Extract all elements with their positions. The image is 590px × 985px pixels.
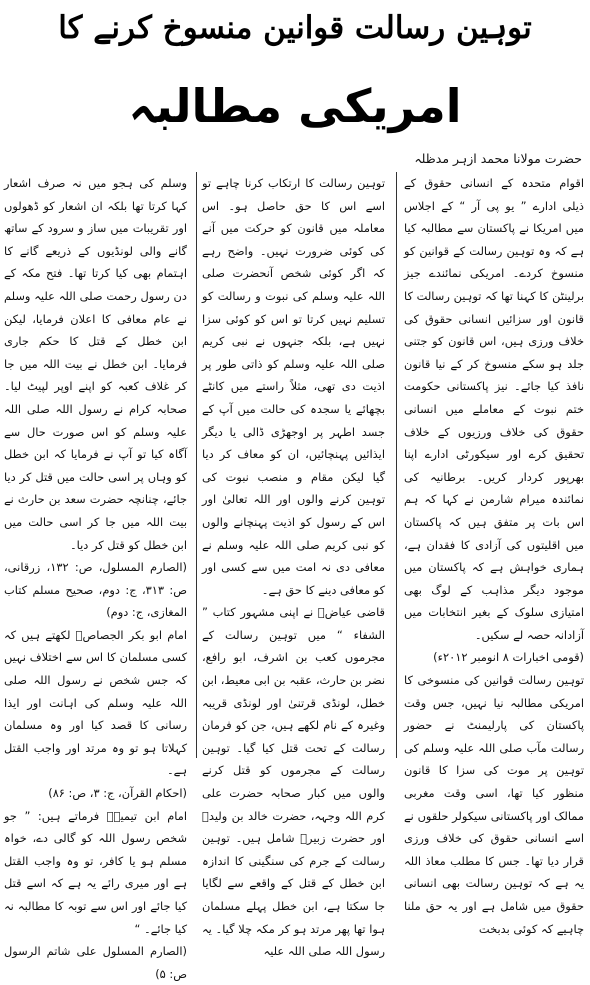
column-middle — [202, 172, 385, 959]
column-left-reference-2: (احکام القرآن، ج: ۳، ص: ۸۶) — [48, 786, 187, 801]
column-middle-paragraph-2: قاضی عیاضؒ نے اپنی مشہور کتاب ” الشفاء “ میں توہین رسالت کے مجرموں کعب بن اشرف، ابو رافع، نضر بن حارث، عقبہ بن ابی معیط، ابن خطل، لونڈی قرتنیٰ اور لونڈی قریبہ وغیرہ کے نام لکھے ہیں، جن کو فرمان رسالت کے تحت قتل کیا گیا۔ توہین رسالت کے مجرموں کو قتل کرنے والوں میں کبار صحابہ حضرت علی کرم اللہ وجہہ، حضرت خالد بن ولیدؓ اور حضرت زبیرؓ شامل ہیں۔ توہین رسالت کے جرم کی سنگینی کا اندازہ ابن خطل کے قتل کے واقعے سے لگایا جا سکتا ہے، ابن خطل پہلے مسلمان ہوا تھا پھر مرتد ہو کر مکہ چلا گیا۔ یہ رسول اللہ صلی اللہ علیہ — [202, 605, 385, 959]
headline-line-2: امریکی مطالبہ — [128, 79, 462, 133]
column-divider-left — [196, 172, 197, 758]
column-left — [4, 172, 187, 981]
article-body — [0, 172, 590, 981]
author-byline: حضرت مولانا محمد ازہر مدظلہ — [414, 151, 582, 166]
column-left-paragraph-1: وسلم کی ہجو میں نہ صرف اشعار کہا کرتا تھا بلکہ ان اشعار کو ڈھولوں اور تقریبات میں ساز و سرود کے ساتھ گانے والی لونڈیوں کے ذریعے گانے کا اہتمام بھی کیا کرتا تھا۔ فتح مکہ کے دن رسول رحمت صلی اللہ علیہ وسلم نے عام معافی کا اعلان فرمایا، لیکن ابن خطل کے قتل کا حکم جاری فرمایا۔ ابن خطل نے بیت اللہ میں جا کر غلاف کعبہ کو اپنے اوپر لپیٹ لیا۔ صحابہ کرام نے رسول اللہ صلی اللہ علیہ وسلم کو اس صورت حال سے آگاہ کیا تو آپ نے فرمایا کہ ابن خطل کو وہاں پر اسی حالت میں قتل کر دیا جائے، چنانچہ حضرت سعد بن حارث نے بیت اللہ میں جا کر اسی حالت میں ابن خطل کو قتل کر دیا۔ — [4, 176, 187, 552]
column-right-paragraph-1: اقوام متحدہ کے انسانی حقوق کے ذیلی ادارے ” یو پی آر “ کے اجلاس میں امریکا نے پاکستان سے مطالبہ کیا ہے کہ وہ توہین رسالت کے قوانین کو منسوخ کردے۔ امریکی نمائندے جیز برلینٹن کا کہنا تھا کہ توہین رسالت کا قانون اور سزائیں انسانی حقوق کی خلاف ورزی ہیں، اس قانون کو جتنی جلد ہو سکے منسوخ کر کے نیا قانون نافذ کیا جائے۔ نیز پاکستانی حکومت ختم نبوت کے معاملے میں انسانی حقوق کی خلاف ورزیوں کے خلاف تحقیق کرے اور سیکورٹی ادارے اپنا بھرپور کردار کریں۔ برطانیہ کی نمائندہ میرام شارمن نے کہا کہ ہم اس بات پر متفق ہیں کہ پاکستان میں اقلیتوں کی آزادی کا فقدان ہے، ہماری خواہش ہے کہ پاکستان میں موجود دیگر مذاہب کے لوگ بھی امتیازی سلوک کے بغیر انتخابات میں آزادانہ حصہ لے سکیں۔ — [404, 176, 584, 642]
column-right-source: (قومی اخبارات ۸ انومبر ۲۰۱۲ء) — [433, 650, 584, 665]
column-left-paragraph-3: امام ابن تیمیہؒ فرماتے ہیں: ” جو شخص رسول اللہ کو گالی دے، خواہ مسلم ہو یا کافر، تو وہ واجب القتل ہے اور میری رائے یہ ہے کہ اسے قتل کیا جائے اور اس سے توبہ کا مطالبہ نہ کیا جائے۔ “ — [4, 808, 187, 936]
column-left-reference-1: (الصارم المسلول، ص: ۱۳۲، زرقانی، ص: ۳۱۳، ج: دوم، صحیح مسلم کتاب المغازی، ج: دوم) — [4, 560, 187, 620]
column-right — [404, 172, 584, 936]
column-left-paragraph-2: امام ابو بکر الجصاصؒ لکھتے ہیں کہ کسی مسلمان کا اس سے اختلاف نہیں کہ جس شخص نے رسول اللہ صلی اللہ علیہ وسلم کی اہانت اور ایذا رسانی کا قصد کیا اور وہ مسلمان کہلاتا ہو تو وہ مرتد اور واجب القتل ہے۔ — [4, 627, 187, 778]
column-middle-paragraph-1: توہین رسالت کا ارتکاب کرنا چاہے تو اسے اس کا حق حاصل ہو۔ اس معاملہ میں قانون کو حرکت میں آنے کی کوئی ضرورت نہیں۔ واضح رہے کہ اگر کوئی شخص آنحضرت صلی اللہ علیہ وسلم کی نبوت و رسالت کو تسلیم نہیں کرتا تو اس کو کوئی سزا نہیں ہے، بلکہ جنہوں نے نبی کریم صلی اللہ علیہ وسلم کو ذاتی طور پر اذیت دی تھی، مثلاً راستے میں کانٹے بچھائے یا سجدہ کی حالت میں آپ کے جسد اطہر پر اوجھڑی ڈالی یا دیگر ایذائیں پہنچائیں، ان کو معاف کر دیا گیا لیکن مقام و منصب نبوت کی توہین کرنے والوں اور اللہ تعالیٰ اور اس کے رسول کو اذیت پہنچانے والوں کو نبی کریم صلی اللہ علیہ وسلم نے معافی دی نہ امت میں سے کسی اور کو معافی دینے کا حق ہے۔ — [202, 176, 385, 597]
column-left-reference-3: (الصارم المسلول علی شاتم الرسول ص: ۵) — [4, 944, 187, 981]
column-divider-right — [396, 172, 397, 758]
column-right-paragraph-2: توہین رسالت قوانین کی منسوخی کا امریکی مطالبہ نیا نہیں، جس وقت پاکستان کی پارلیمنٹ نے حضور رسالت مآب صلی اللہ علیہ وسلم کی توہین پر موت کی سزا کا قانون منظور کیا تھا، اسی وقت مغربی ممالک اور پاکستانی سیکولر حلقوں نے اسے انسانی حقوق کی خلاف ورزی قرار دیا تھا۔ جس کا مطلب معاذ اللہ یہ ہے کہ توہین رسالت بھی انسانی حقوق میں شامل ہے اور یہ حق ملنا چاہیے کہ کوئی بدبخت — [404, 673, 584, 936]
headline-line-1: توہین رسالت قوانین منسوخ کرنے کا — [58, 10, 532, 46]
